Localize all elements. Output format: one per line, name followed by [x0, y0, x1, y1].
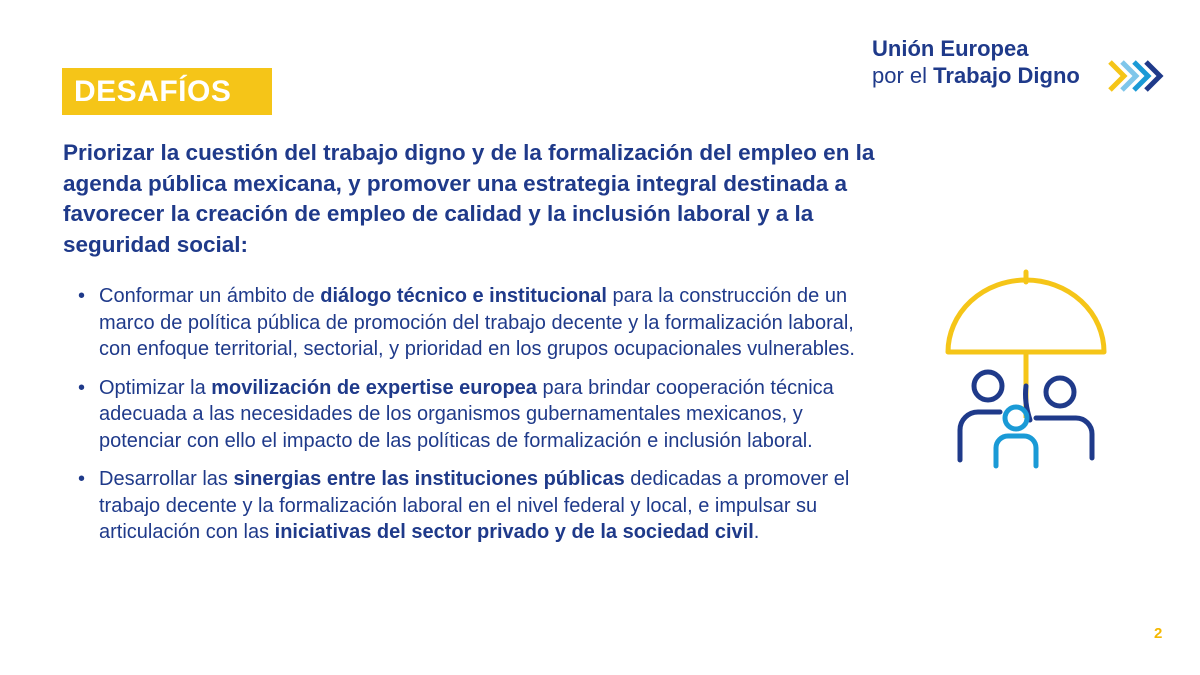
brand-line-2-bold: Trabajo Digno [933, 63, 1080, 88]
bullet-text: para brindar cooperación técnica adecuada a las necesidades de los organismos gubernamentales mexicanos, y potenciar con ello el impacto de las políticas de formalización e inclusión laboral. [99, 376, 834, 452]
bullet-list [78, 283, 878, 558]
section-title: DESAFÍOS [74, 75, 232, 108]
bullet-bold: iniciativas del sector privado y de la sociedad civil [274, 521, 754, 543]
bullet-text: . [753, 521, 760, 543]
bullet-item [78, 375, 878, 455]
bullet-text: Optimizar la [99, 376, 212, 399]
brand-line-2-prefix: por el [872, 63, 934, 88]
bullet-text: Conformar un ámbito de [99, 285, 321, 307]
brand-line-2 [872, 63, 1080, 89]
section-title-box [62, 68, 272, 115]
page-number: 2 [1154, 625, 1163, 642]
bullet-text: para la construcción de un marco de política pública de promoción del trabajo decente y la formalización laboral, con enfoque territorial, sectorial, y prioridad en los grupos ocupacionales vulnerables. [99, 285, 855, 360]
bullet-bold: movilización de expertise europea [211, 376, 537, 399]
bullet-text: Desarrollar las [99, 468, 234, 490]
bullet-item [78, 283, 878, 363]
brand-logo [872, 36, 1172, 96]
bullet-bold: sinergias entre las instituciones públicas [233, 468, 625, 490]
bullet-dot: • [78, 468, 86, 490]
umbrella-family-icon [940, 268, 1120, 478]
brand-chevrons-icon [1108, 58, 1170, 94]
bullet-item [78, 466, 878, 546]
bullet-bold: diálogo técnico e institucional [320, 285, 607, 307]
bullet-dot: • [78, 376, 86, 399]
intro-paragraph: Priorizar la cuestión del trabajo digno y de la formalización del empleo en la agenda pública mexicana, y promover una estrategia integral destinada a favorecer la creación de empleo de calidad y la inclusión laboral y a la seguridad social: [63, 140, 875, 257]
bullet-dot: • [78, 285, 86, 307]
brand-line-1: Unión Europea [872, 36, 1029, 61]
bullet-text: dedicadas a promover el trabajo decente y la formalización laboral en el nivel federal y local, e impulsar su articulación con las [99, 468, 850, 543]
